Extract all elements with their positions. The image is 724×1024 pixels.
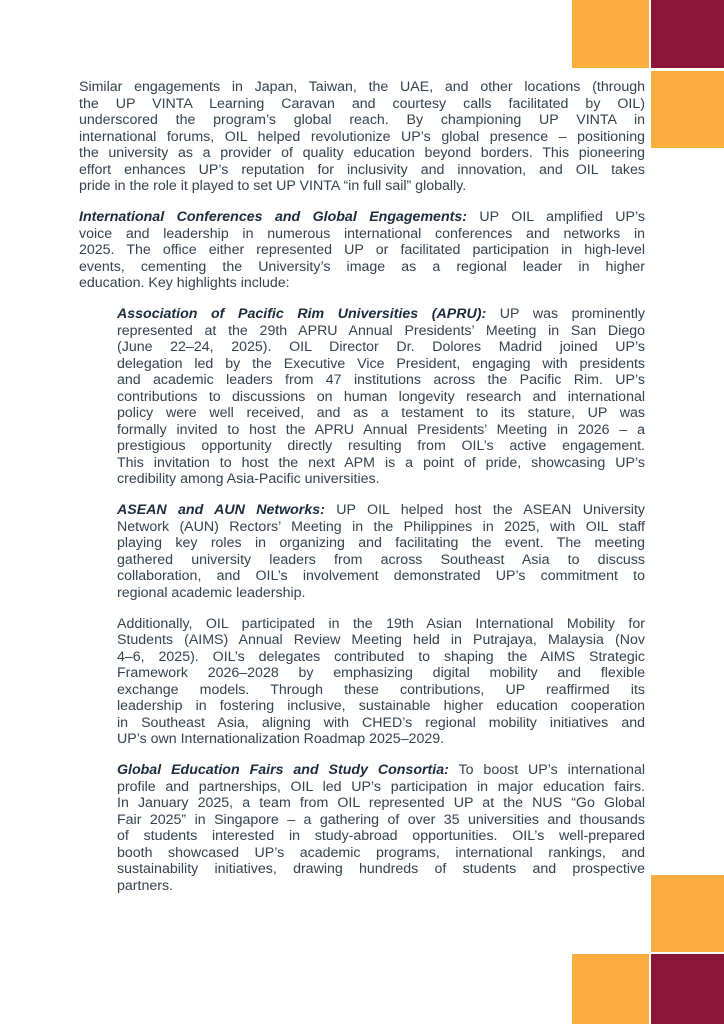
text-line: underscored the program’s global reach. By championing UP VINTA in bbox=[79, 112, 645, 128]
bottom-right-orange-square bbox=[651, 875, 724, 952]
text-line: of students interested in study-abroad opportunities. OIL’s well-prepared bbox=[117, 828, 645, 844]
top-left-orange-square bbox=[572, 0, 649, 68]
section-heading: Association of Pacific Rim Universities (APRU): bbox=[117, 306, 487, 322]
paragraph-asean-aun bbox=[117, 502, 645, 601]
text-line: delegation led by the Executive Vice President, engaging with presidents bbox=[117, 355, 645, 372]
section-heading: International Conferences and Global Engagements: bbox=[79, 209, 467, 225]
text-line: sustainability initiatives, drawing hundreds of students and prospective bbox=[117, 861, 645, 877]
text-line: (June 22–24, 2025). OIL Director Dr. Dolores Madrid joined UP’s bbox=[117, 339, 645, 355]
text-line bbox=[117, 762, 645, 779]
text-run: To boost UP’s international bbox=[448, 762, 645, 778]
text-line: in Southeast Asia, aligning with CHED’s regional mobility initiatives and bbox=[117, 714, 645, 731]
top-right-orange-square bbox=[651, 71, 724, 148]
bottom-right-maroon-square bbox=[651, 954, 724, 1024]
text-line: represented at the 29th APRU Annual Presidents’ Meeting in San Diego bbox=[117, 322, 645, 339]
text-line: voice and leadership in numerous international conferences and networks in bbox=[79, 225, 645, 242]
text-line: prestigious opportunity directly resulting from OIL’s active engagement. bbox=[117, 438, 645, 454]
text-line: the UP VINTA Learning Caravan and courtesy calls facilitated by OIL) bbox=[79, 95, 645, 112]
section-heading: Global Education Fairs and Study Consortia: bbox=[117, 762, 449, 778]
text-line: international forums, OIL helped revolutionize UP’s global presence – positioning bbox=[79, 128, 645, 145]
text-line bbox=[117, 306, 645, 323]
text-line: effort enhances UP’s reputation for inclusivity and innovation, and OIL takes bbox=[79, 161, 645, 178]
text-line: Similar engagements in Japan, Taiwan, the UAE, and other locations (through bbox=[79, 79, 645, 95]
text-line: This invitation to host the next APM is a point of pride, showcasing UP’s bbox=[117, 454, 645, 471]
document-body bbox=[79, 79, 645, 909]
text-line: events, cementing the University’s image as a regional leader in higher bbox=[79, 258, 645, 275]
text-line: Students (AIMS) Annual Review Meeting held in Putrajaya, Malaysia (Nov bbox=[117, 632, 645, 648]
text-line: Network (AUN) Rectors’ Meeting in the Philippines in 2025, with OIL staff bbox=[117, 518, 645, 535]
text-line: collaboration, and OIL’s involvement demonstrated UP’s commitment to bbox=[117, 568, 645, 584]
paragraph-international-conferences bbox=[79, 209, 645, 292]
text-line: playing key roles in organizing and facilitating the event. The meeting bbox=[117, 535, 645, 551]
text-line: pride in the role it played to set UP VINTA “in full sail” globally. bbox=[79, 178, 467, 194]
text-line: UP’s own Internationalization Roadmap 2025–2029. bbox=[117, 731, 445, 747]
paragraph-aims bbox=[117, 616, 645, 748]
text-line: regional academic leadership. bbox=[117, 584, 306, 601]
paragraph-education-fairs bbox=[117, 762, 645, 894]
text-run: UP was prominently bbox=[486, 306, 645, 322]
text-line: exchange models. Through these contributions, UP reaffirmed its bbox=[117, 681, 645, 698]
text-line bbox=[117, 502, 645, 519]
text-run: UP OIL amplified UP’s bbox=[466, 209, 645, 225]
top-right-maroon-square bbox=[651, 0, 724, 68]
text-line: 4–6, 2025). OIL’s delegates contributed to shaping the AIMS Strategic bbox=[117, 648, 645, 665]
text-line: partners. bbox=[117, 877, 173, 894]
text-line bbox=[79, 209, 645, 226]
text-run: UP OIL helped host the ASEAN University bbox=[324, 502, 645, 518]
text-line: profile and partnerships, OIL led UP’s participation in major education fairs. bbox=[117, 778, 645, 795]
paragraph-apru bbox=[117, 306, 645, 488]
section-heading: ASEAN and AUN Networks: bbox=[117, 502, 325, 518]
text-line: 2025. The office either represented UP or facilitated participation in high-level bbox=[79, 242, 645, 258]
text-line: and academic leaders from 47 institutions across the Pacific Rim. UP’s bbox=[117, 372, 645, 388]
text-line: Framework 2026–2028 by emphasizing digital mobility and flexible bbox=[117, 665, 645, 681]
text-line: In January 2025, a team from OIL represented UP at the NUS “Go Global bbox=[117, 795, 645, 811]
text-line: education. Key highlights include: bbox=[79, 275, 290, 291]
text-line: gathered university leaders from across Southeast Asia to discuss bbox=[117, 551, 645, 568]
text-line: policy were well received, and as a testament to its stature, UP was bbox=[117, 405, 645, 421]
paragraph-vinta-global bbox=[79, 79, 645, 195]
text-line: credibility among Asia-Pacific universities. bbox=[117, 471, 380, 487]
text-line: Fair 2025” in Singapore – a gathering of over 35 universities and thousands bbox=[117, 811, 645, 828]
text-line: Additionally, OIL participated in the 19th Asian International Mobility for bbox=[117, 615, 645, 632]
text-line: booth showcased UP’s academic programs, international rankings, and bbox=[117, 844, 645, 861]
text-line: formally invited to host the APRU Annual Presidents’ Meeting in 2026 – a bbox=[117, 421, 645, 438]
bottom-left-orange-square bbox=[572, 954, 649, 1024]
text-line: leadership in fostering inclusive, sustainable higher education cooperation bbox=[117, 698, 645, 714]
text-line: the university as a provider of quality education beyond borders. This pioneering bbox=[79, 145, 645, 161]
text-line: contributions to discussions on human longevity research and international bbox=[117, 388, 645, 405]
